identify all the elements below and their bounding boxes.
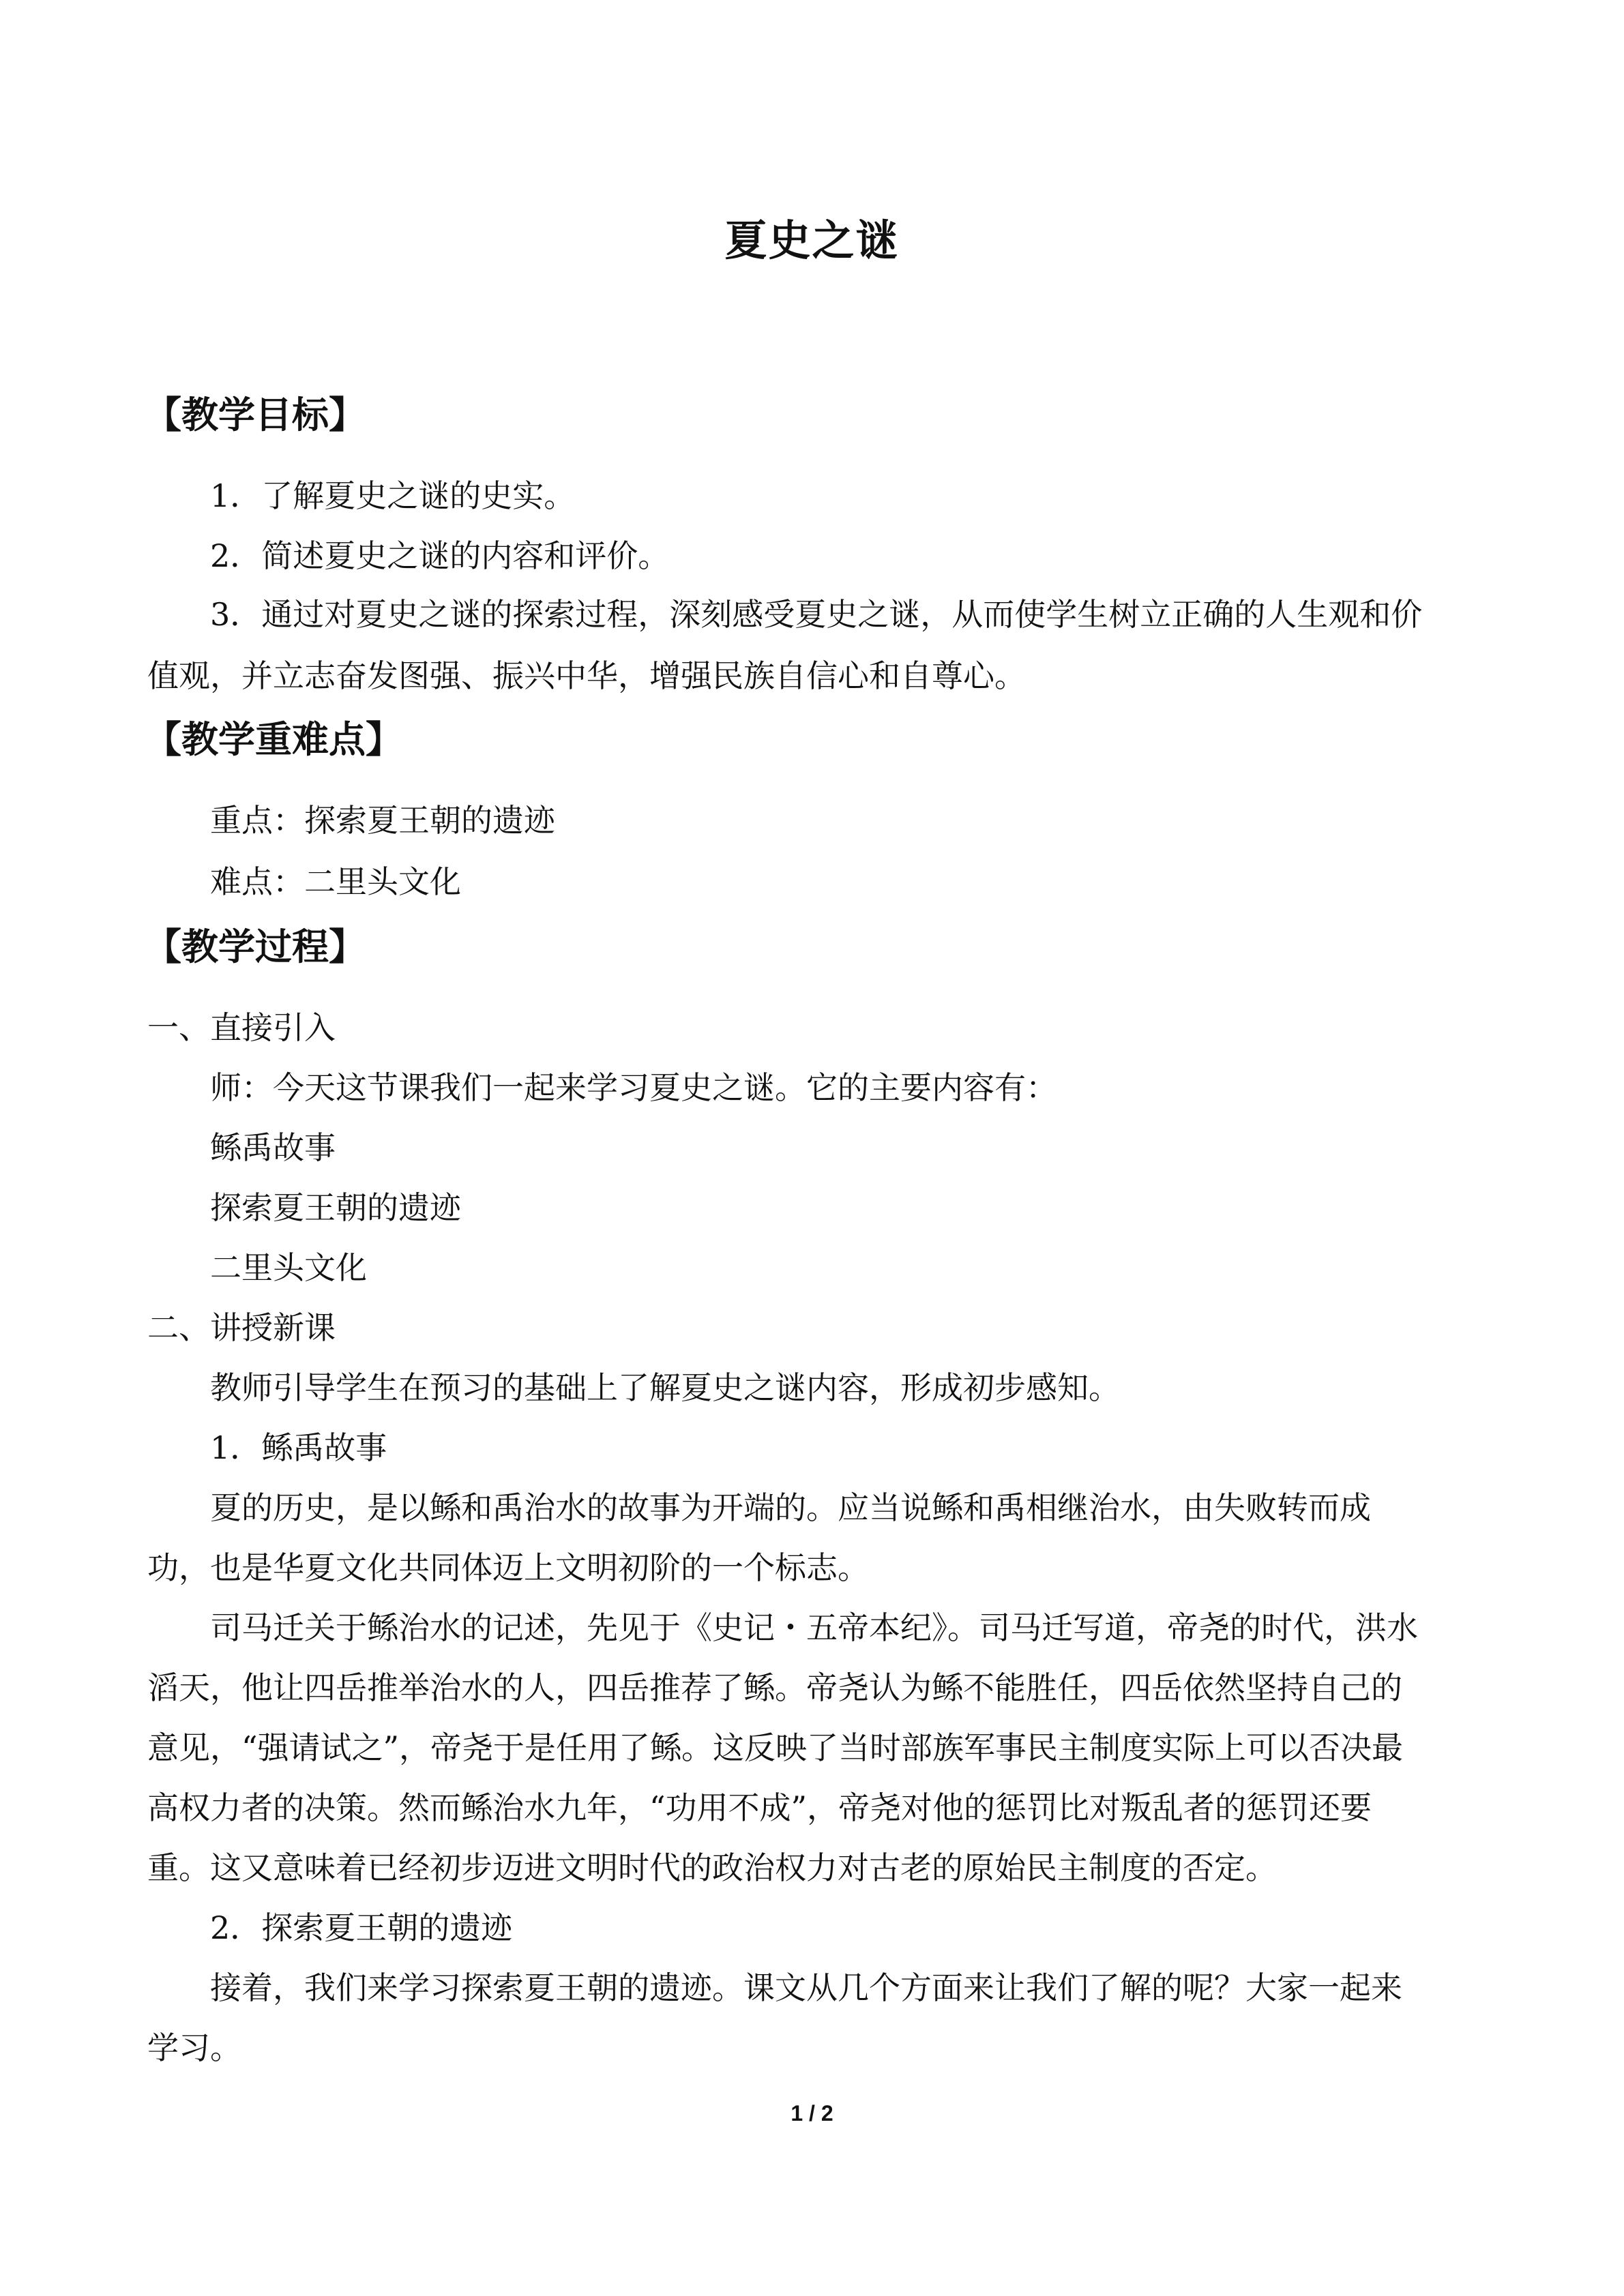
process-line: 滔天，他让四岳推举治水的人，四岳推荐了鲧。帝尧认为鲧不能胜任，四岳依然坚持自己的 (147, 1669, 1402, 1706)
section-heading-key-points: 【教学重难点】 (145, 717, 402, 761)
process-line: 2．探索夏王朝的遗迹 (210, 1909, 513, 1946)
process-line: 接着，我们来学习探索夏王朝的遗迹。课文从几个方面来让我们了解的呢？大家一起来 (210, 1969, 1402, 2006)
process-line: 司马迁关于鲧治水的记述，先见于《史记・五帝本纪》。司马迁写道，帝尧的时代，洪水 (210, 1609, 1418, 1646)
process-line: 二、讲授新课 (147, 1309, 336, 1346)
page-number: 1 / 2 (791, 2101, 833, 2126)
process-line: 教师引导学生在预习的基础上了解夏史之谜内容，形成初步感知。 (210, 1369, 1120, 1406)
process-line: 1．鲧禹故事 (210, 1429, 387, 1466)
process-line: 二里头文化 (210, 1249, 367, 1286)
process-line: 功，也是华夏文化共同体迈上文明初阶的一个标志。 (147, 1549, 869, 1586)
objective-item-1: 1．了解夏史之谜的史实。 (210, 477, 576, 514)
process-line: 重。这又意味着已经初步迈进文明时代的政治权力对古老的原始民主制度的否定。 (147, 1849, 1277, 1886)
objective-item-3: 3．通过对夏史之谜的探索过程，深刻感受夏史之谜，从而使学生树立正确的人生观和价 (210, 596, 1423, 633)
objective-item-3-continued: 值观，并立志奋发图强、振兴中华，增强民族自信心和自尊心。 (147, 657, 1026, 694)
key-point-focus: 重点：探索夏王朝的遗迹 (210, 802, 555, 839)
process-line: 高权力者的决策。然而鲧治水九年，“功用不成”，帝尧对他的惩罚比对叛乱者的惩罚还要 (147, 1789, 1372, 1826)
section-heading-process: 【教学过程】 (145, 925, 366, 968)
page-title: 夏史之谜 (724, 215, 900, 265)
objective-item-2: 2．简述夏史之谜的内容和评价。 (210, 537, 670, 574)
process-line: 学习。 (147, 2029, 241, 2066)
section-heading-objectives: 【教学目标】 (145, 393, 366, 436)
process-line: 鲧禹故事 (210, 1129, 336, 1166)
key-point-difficulty: 难点：二里头文化 (210, 863, 461, 900)
process-line: 一、直接引入 (147, 1009, 336, 1046)
process-line: 夏的历史，是以鲧和禹治水的故事为开端的。应当说鲧和禹相继治水，由失败转而成 (210, 1489, 1371, 1526)
process-line: 探索夏王朝的遗迹 (210, 1189, 461, 1226)
process-line: 意见，“强请试之”，帝尧于是任用了鲧。这反映了当时部族军事民主制度实际上可以否决最 (147, 1729, 1404, 1766)
process-line: 师：今天这节课我们一起来学习夏史之谜。它的主要内容有： (210, 1069, 1057, 1106)
